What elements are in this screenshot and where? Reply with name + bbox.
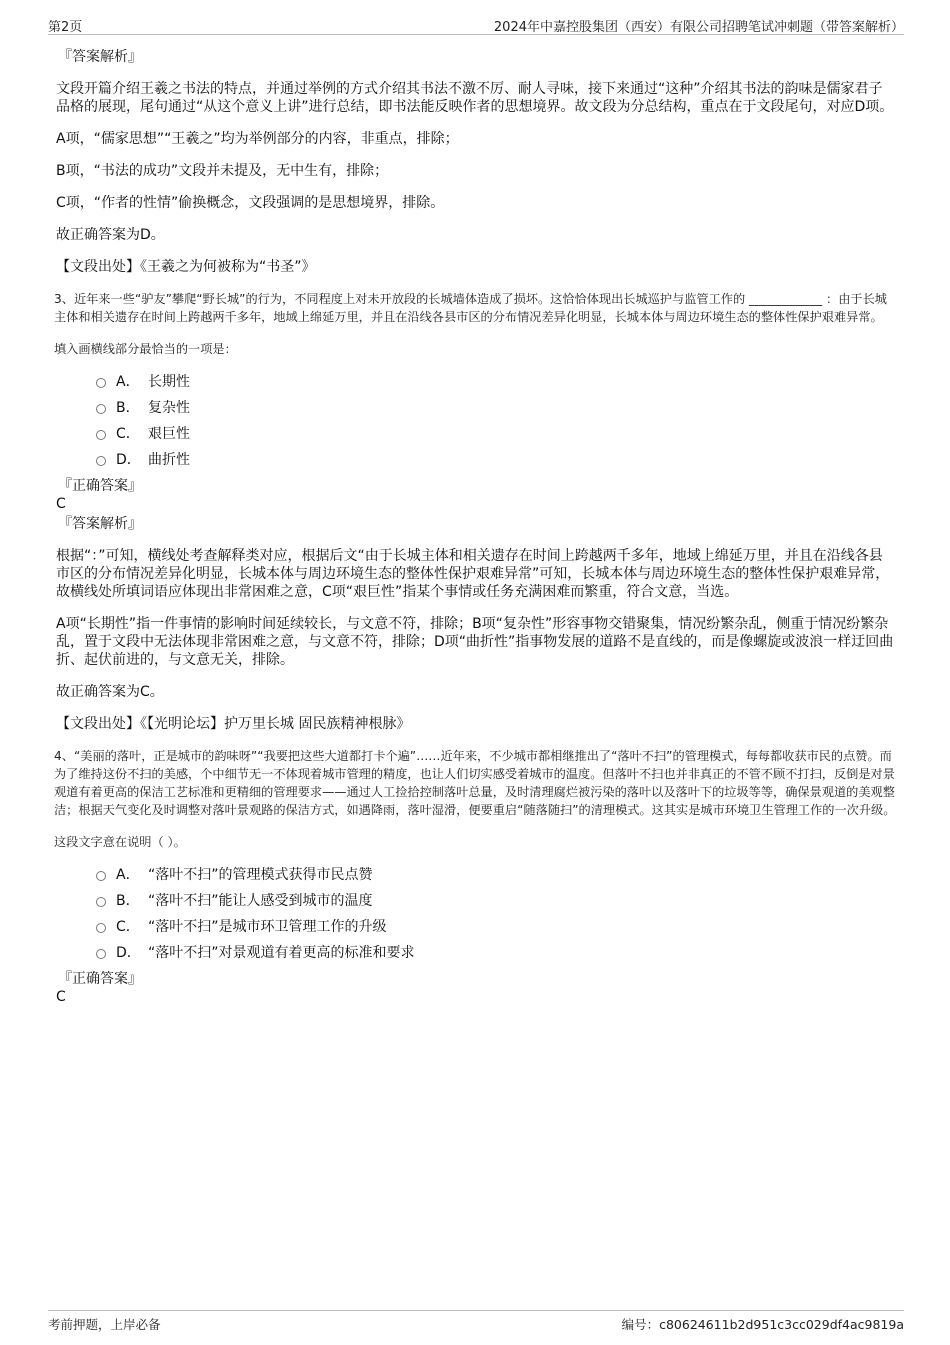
option-d[interactable]: D． 曲折性 [56,447,896,473]
correct-answer-label: 『正确答案』 [58,478,142,494]
question-3-options [56,369,896,473]
document-body [56,48,896,1006]
option-d[interactable]: D． “落叶不扫”对景观道有着更高的标准和要求 [56,940,896,966]
correct-answer-statement: 故正确答案为C。 [56,684,164,700]
radio-icon[interactable] [96,430,106,440]
question-4-prompt: 这段文字意在说明（ ）。 [54,835,186,849]
answer-analysis-label: 『答案解析』 [58,516,142,532]
document-title: 2024年中嘉控股集团（西安）有限公司招聘笔试冲刺题（带答案解析） [493,20,904,35]
radio-icon[interactable] [96,404,106,414]
analysis-paragraph: 文段开篇介绍王羲之书法的特点，并通过举例的方式介绍其书法不激不厉、耐人寻味，接下来通过“这种”介绍其书法的韵味是儒家君子品格的展现，尾句通过“从这个意义上讲”进行总结，即书法能反映作者的思想境界。故文段为分总结构，重点在于文段尾句，对应D项。 [56,81,894,115]
analysis-paragraph: C项，“作者的性情”偷换概念，文段强调的是思想境界，排除。 [56,195,445,211]
question-3-prompt: 填入画横线部分最恰当的一项是： [54,342,237,356]
question-4-text: 4、“美丽的落叶，正是城市的韵味呀”“我要把这些大道都打卡个遍”……近年来，不少城市都相继推出了“落叶不扫”的管理模式，每每都收获市民的点赞。而为了维持这份不扫的美感，个中细节无一不体现着城市管理的精度，也让人们切实感受着城市的温度。但落叶不扫也并非真正的不管不顾不打扫，反倒是对景观道有着更高的保洁工艺标准和更精细的管理要求——通过人工捡拾控制落叶总量，及时清理腐烂被污染的落叶以及落叶下的垃圾等等，确保景观道的美观整洁；根据天气变化及时调整对落叶景观路的保洁方式，如遇降雨，落叶湿滑，便要重启“随落随扫”的清理模式。这其实是城市环境卫生管理工作的一次升级。 [54,749,896,817]
option-a[interactable]: A． 长期性 [56,369,896,395]
radio-icon[interactable] [96,897,106,907]
page-number: 第2页 [48,20,83,35]
radio-icon[interactable] [96,378,106,388]
analysis-paragraph: 根据“：”可知，横线处考查解释类对应，根据后文“由于长城主体和相关遗存在时间上跨越两千多年，地域上绵延万里，并且在沿线各县市区的分布情况差异化明显，长城本体与周边环境生态的整体性保护艰难异常”可知，长城本体与周边环境生态的整体性保护艰难异常，故横线处所填词语应体现出非常困难之意，C项“艰巨性”指某个事情或任务充满困难而繁重，符合文意，当选。 [56,548,890,600]
footer-slogan: 考前押题，上岸必备 [48,1317,161,1332]
source-citation: 【文段出处】《【光明论坛】护万里长城 固民族精神根脉》 [56,716,411,732]
option-c[interactable]: C． “落叶不扫”是城市环卫管理工作的升级 [56,914,896,940]
analysis-paragraph: A项“长期性”指一件事情的影响时间延续较长，与文意不符，排除；B项“复杂性”形容事物交错聚集，情况纷繁杂乱，侧重于情况纷繁杂乱，置于文段中无法体现非常困难之意，与文意不符，排除；D项“曲折性”指事物发展的道路不是直线的，而是像螺旋或波浪一样迂回曲折、起伏前进的，与文意无关，排除。 [56,616,894,668]
document-serial: 编号：c80624611b2d951c3cc029df4ac9819a [621,1317,904,1332]
correct-answer-statement: 故正确答案为D。 [56,227,165,243]
analysis-paragraph: A项，“儒家思想”“王羲之”均为举例部分的内容，非重点，排除； [56,131,459,147]
option-c[interactable]: C． 艰巨性 [56,421,896,447]
option-a[interactable]: A． “落叶不扫”的管理模式获得市民点赞 [56,862,896,888]
option-b[interactable]: B． 复杂性 [56,395,896,421]
question-4-options [56,862,896,966]
radio-icon[interactable] [96,923,106,933]
correct-answer-label: 『正确答案』 [58,971,142,987]
radio-icon[interactable] [96,949,106,959]
radio-icon[interactable] [96,456,106,466]
answer-analysis-label: 『答案解析』 [58,49,142,65]
radio-icon[interactable] [96,871,106,881]
question-3-text: 3、近年来一些“驴友”攀爬“野长城”的行为，不同程度上对未开放段的长城墙体造成了损坏。这恰恰体现出长城巡护与监管工作的 ____________ ：由于长城主体和相关遗存在时间上跨越两千多年，地域上绵延万里，并且在沿线各县市区的分布情况差异化明显，长城本体与周边环境生态的整体性保护艰难异常。 [54,292,887,324]
source-citation: 【文段出处】《王羲之为何被称为“书圣”》 [56,259,316,275]
analysis-paragraph: B项，“书法的成功”文段并未提及，无中生有，排除； [56,163,389,179]
correct-answer-value: C [56,989,66,1005]
page-header [48,14,904,35]
option-b[interactable]: B． “落叶不扫”能让人感受到城市的温度 [56,888,896,914]
correct-answer-value: C [56,496,66,512]
page-footer [48,1310,904,1332]
